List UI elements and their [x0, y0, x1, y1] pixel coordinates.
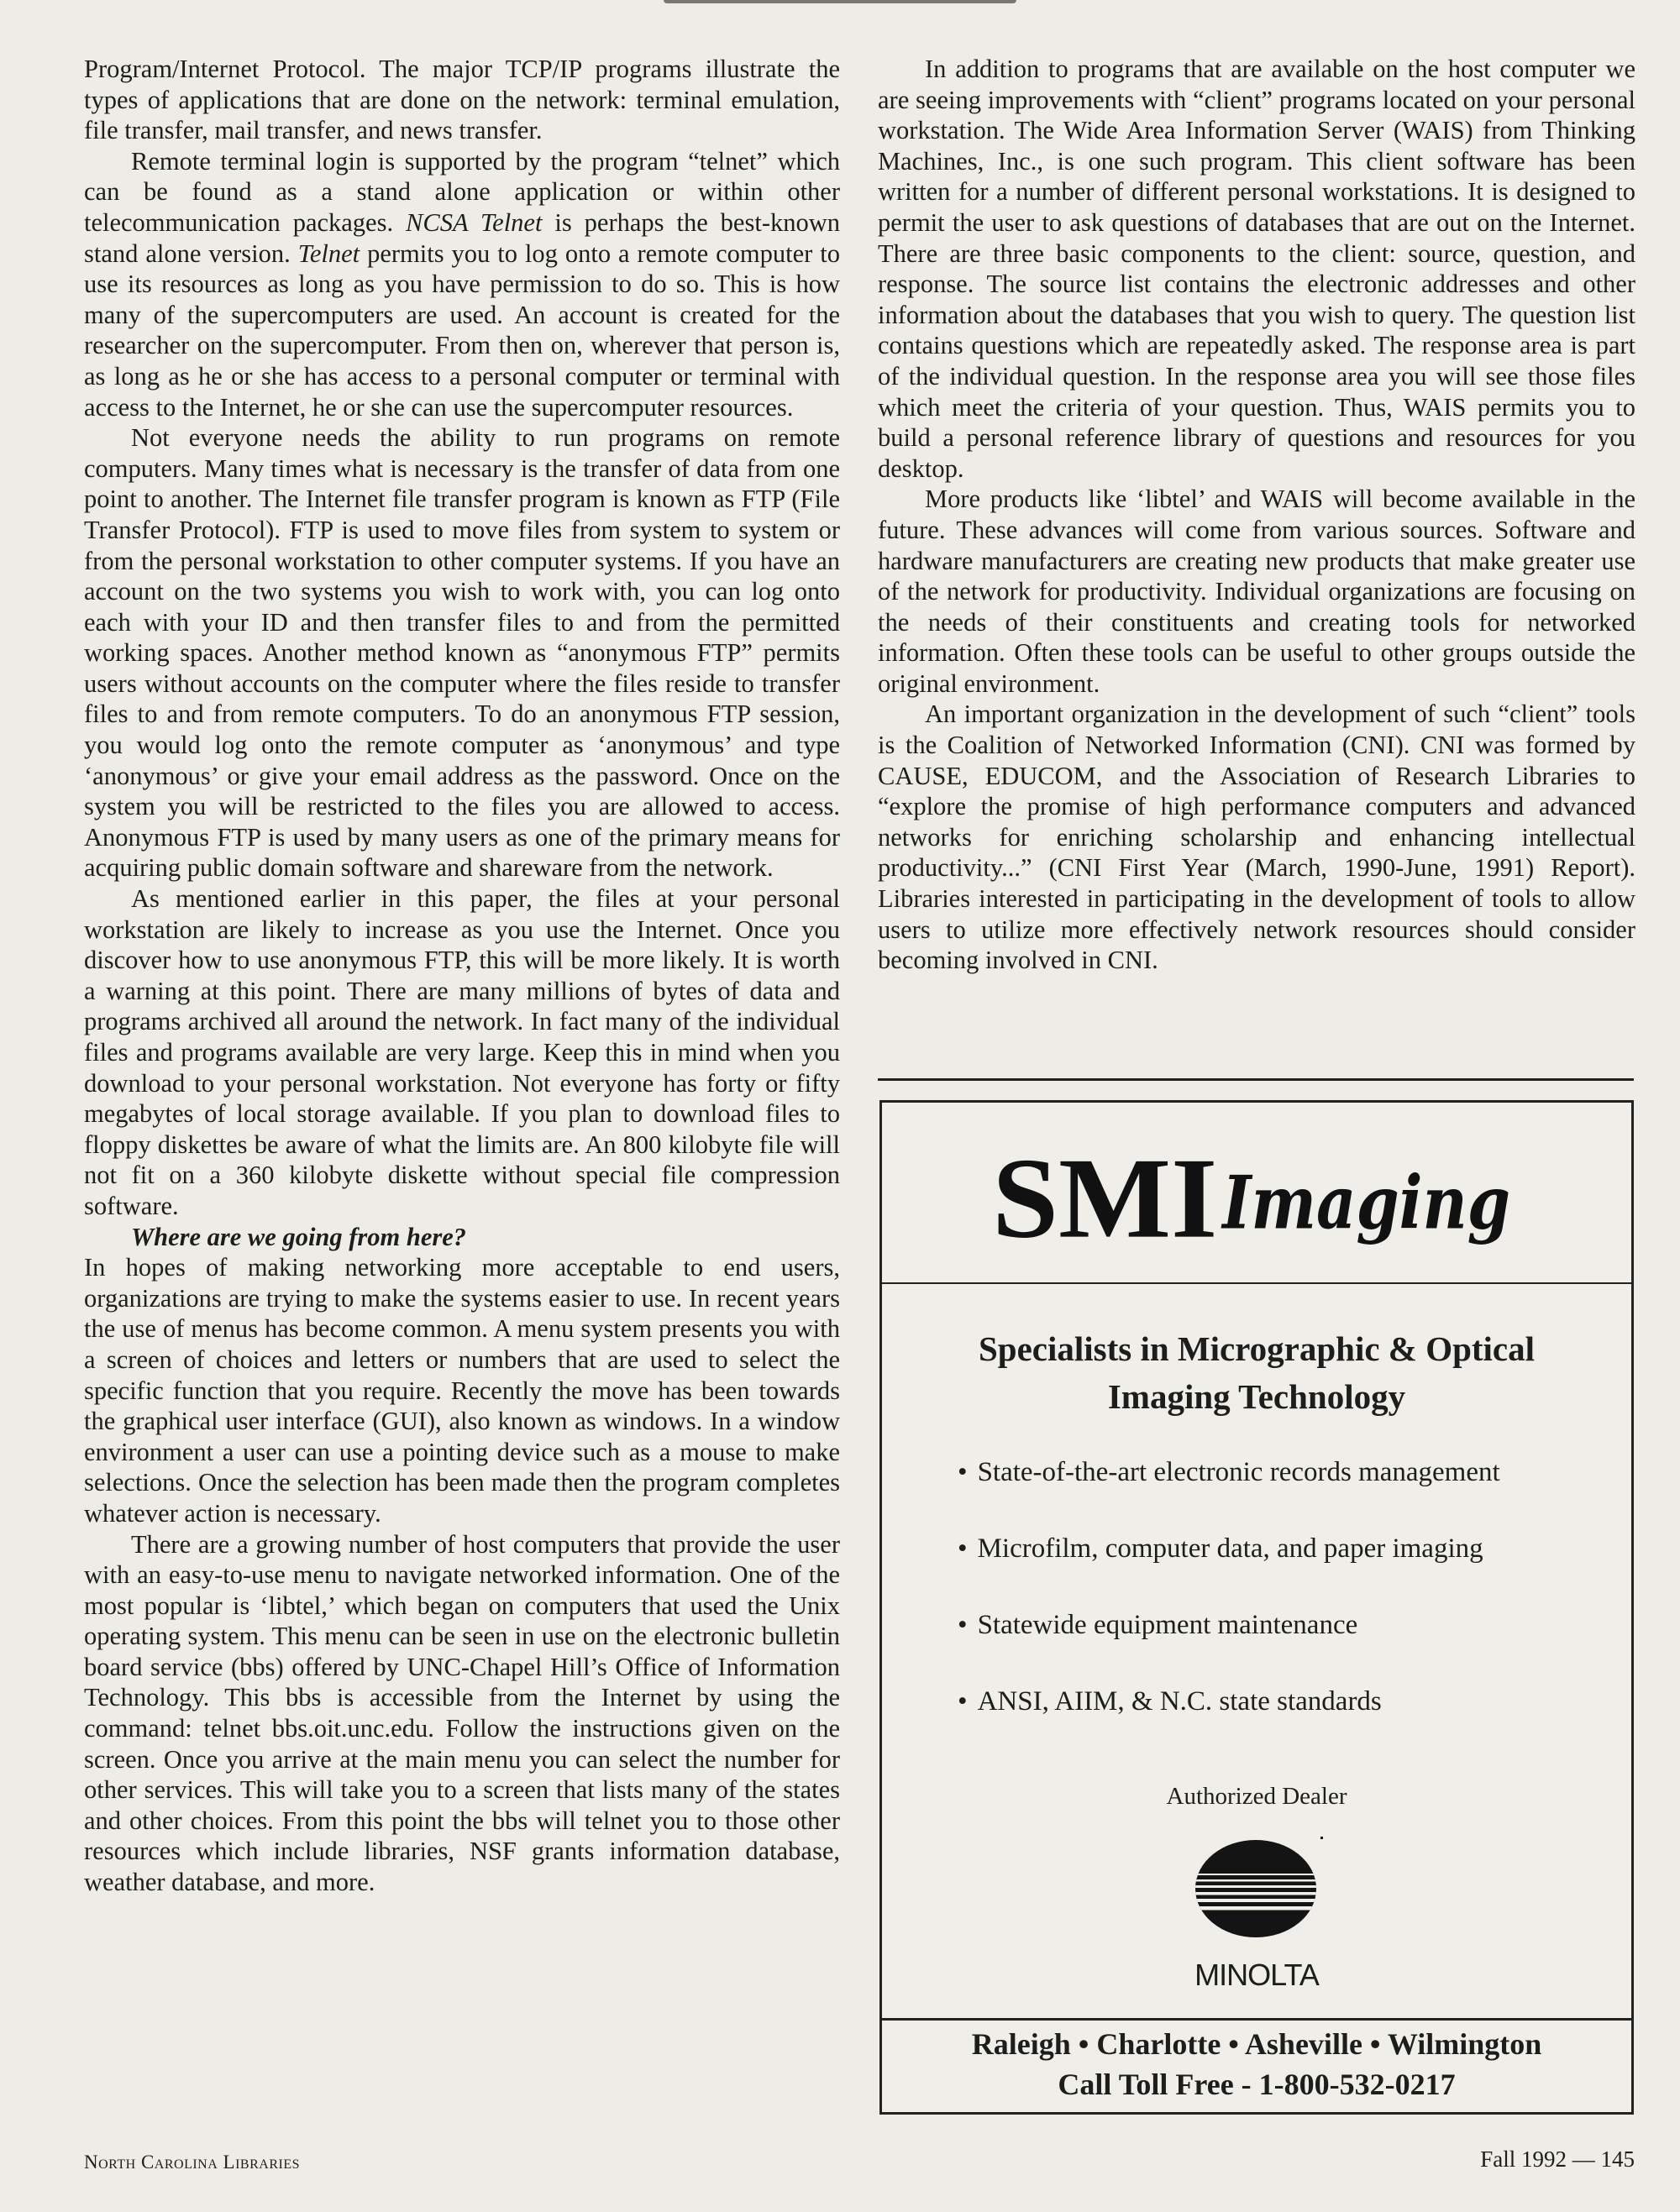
- paragraph-text: Remote terminal login is supported by the program “telnet” which can be found as a stand alone application or within other telecommunication packages.: [84, 146, 840, 237]
- section-heading: Where are we going from here?: [131, 1222, 467, 1251]
- paragraph: Program/Internet Protocol. The major TCP/IP programs illustrate the types of applications that are done on the network: terminal emulation, file transfer, mail transfer, and news transfer.: [84, 55, 840, 145]
- authorized-dealer-label: Authorized Dealer: [1166, 1783, 1347, 1810]
- publication-name: North Carolina Libraries: [84, 2152, 300, 2173]
- service-list: [958, 1455, 1500, 1761]
- list-item: • Statewide equipment maintenance: [958, 1608, 1500, 1685]
- software-title: NCSA Telnet: [406, 207, 543, 237]
- office-cities: Raleigh • Charlotte • Asheville • Wilmington: [971, 2027, 1542, 2061]
- paragraph: An important organization in the development of such “client” tools is the Coalition of Networked Information (CNI). CNI was formed by CAUSE, EDUCOM, and the Association of Research Libraries to “explore the promise of high performance computers and advanced networks for enriching scholarship and enhancing intellectual productivity...” (CNI First Year (March, 1990-June, 1991) Report). Libraries interested in participating in the development of tools to allow users to utilize more effectively network resources should consider becoming involved in CNI.: [878, 700, 1635, 975]
- toll-free-phone: Call Toll Free - 1-800-532-0217: [1058, 2068, 1456, 2101]
- minolta-globe-icon: [1193, 1833, 1327, 1942]
- divider: [882, 2018, 1631, 2021]
- logo-smi-text: SMI: [992, 1134, 1218, 1262]
- paragraph: In addition to programs that are available on the host computer we are seeing improvements with “client” programs located on your personal workstation. The Wide Area Information Server (WAIS) from Thinking Machines, Inc., is one such program. This client software has been written for a number of different personal workstations. It is designed to permit the user to ask questions of databases that are out on the Internet. There are three basic components to the client: source, question, and response. The source list contains the electronic addresses and other information about the databases that you wish to query. The question list contains questions which are repeatedly asked. The response area is part of the individual question. In the response area you will see those files which meet the criteria of your question. Thus, WAIS permits you to build a personal reference library of questions and resources for you desktop.: [878, 55, 1635, 483]
- paragraph-text: is perhaps the best-known stand alone version.: [84, 207, 840, 268]
- list-item: • Microfilm, computer data, and paper imaging: [958, 1532, 1500, 1608]
- paragraph: More products like ‘libtel’ and WAIS will become available in the future. These advances will come from various sources. Software and hardware manufacturers are creating new products that make greater use of the network for productivity. Individual organizations are focusing on the needs of their constituents and creating tools for networked information. Often these tools can be useful to other groups outside the original environment.: [878, 485, 1635, 698]
- minolta-wordmark: MINOLTA: [1194, 1958, 1319, 1992]
- smi-imaging-logo: [882, 1103, 1631, 1282]
- smi-imaging-advertisement: [879, 1100, 1634, 2115]
- divider: [882, 1282, 1631, 1284]
- top-edge-artifact: [664, 0, 1016, 3]
- headline-line: Imaging Technology: [1107, 1377, 1406, 1416]
- paragraph-text: permits you to log onto a remote computer to use its resources as long as you have permission to do so. This is how many of the supercomputers are used. An account is created for the researcher on the supercomputer. From then on, wherever that person is, as long as he or she has access to a personal computer or terminal with access to the Internet, he or she can use the supercomputer resources.: [84, 238, 840, 422]
- list-item: • ANSI, AIIM, & N.C. state standards: [958, 1685, 1500, 1761]
- software-title: Telnet: [297, 238, 360, 268]
- right-column: [878, 54, 1635, 976]
- logo-imaging-text: Imaging: [1220, 1159, 1510, 1246]
- left-column: [84, 54, 840, 1898]
- ad-top-rule: [878, 1078, 1634, 1081]
- paragraph: As mentioned earlier in this paper, the files at your personal workstation are likely to increase as you use the Internet. Once you discover how to use anonymous FTP, this will be more likely. It is worth a warning at this point. There are many millions of bytes of data and programs archived all around the network. In fact many of the individual files and programs available are very large. Keep this in mind when you download to your personal workstation. Not everyone has forty or fifty megabytes of local storage available. If you plan to download files to floppy diskettes be aware of what the limits are. An 800 kilobyte file will not fit on a 360 kilobyte diskette without special file compression software.: [84, 884, 840, 1220]
- issue-and-page-number: Fall 1992 — 145: [1480, 2146, 1635, 2172]
- paragraph: Not everyone needs the ability to run programs on remote computers. Many times what is necessary is the transfer of data from one point to another. The Internet file transfer program is known as FTP (File Transfer Protocol). FTP is used to move files from system to system or from the personal workstation to other computer systems. If you have an account on the two systems you wish to work with, you can log onto each with your ID and then transfer files to and from the permitted working spaces. Another method known as “anonymous FTP” permits users without accounts on the computer where the files reside to transfer files to and from remote computers. To do an anonymous FTP session, you would log onto the remote computer as ‘anonymous’ and type ‘anonymous’ or give your email address as the password. Once on the system you will be restricted to the files you are allowed to access. Anonymous FTP is used by many users as one of the primary means for acquiring public domain software and shareware from the network.: [84, 423, 840, 883]
- paragraph: [84, 146, 840, 422]
- list-item: • State-of-the-art electronic records management: [958, 1455, 1500, 1532]
- paragraph: There are a growing number of host computers that provide the user with an easy-to-use menu to navigate networked information. One of the most popular is ‘libtel,’ which began on computers that used the Unix operating system. This menu can be seen in use on the electronic bulletin board service (bbs) offered by UNC-Chapel Hill’s Office of Information Technology. This bbs is accessible from the Internet by using the command: telnet bbs.oit.unc.edu. Follow the instructions given on the screen. Once you arrive at the main menu you can select the number for other services. This will take you to a screen that lists many of the states and other choices. From this point the bbs will telnet you to those other resources which include libraries, NSF grants information database, weather database, and more.: [84, 1529, 840, 1897]
- headline-line: Specialists in Micrographic & Optical: [978, 1329, 1536, 1368]
- paragraph: In hopes of making networking more acceptable to end users, organizations are trying to make the systems easier to use. In recent years the use of menus has become common. A menu system presents you with a screen of choices and letters or numbers that are used to select the specific function that you require. Recently the move has been towards the graphical user interface (GUI), also known as windows. In a window environment a user can use a pointing device such as a mouse to make selections. Once the selection has been made then the program completes whatever action is necessary.: [84, 1253, 840, 1528]
- ad-headline: [882, 1325, 1631, 1421]
